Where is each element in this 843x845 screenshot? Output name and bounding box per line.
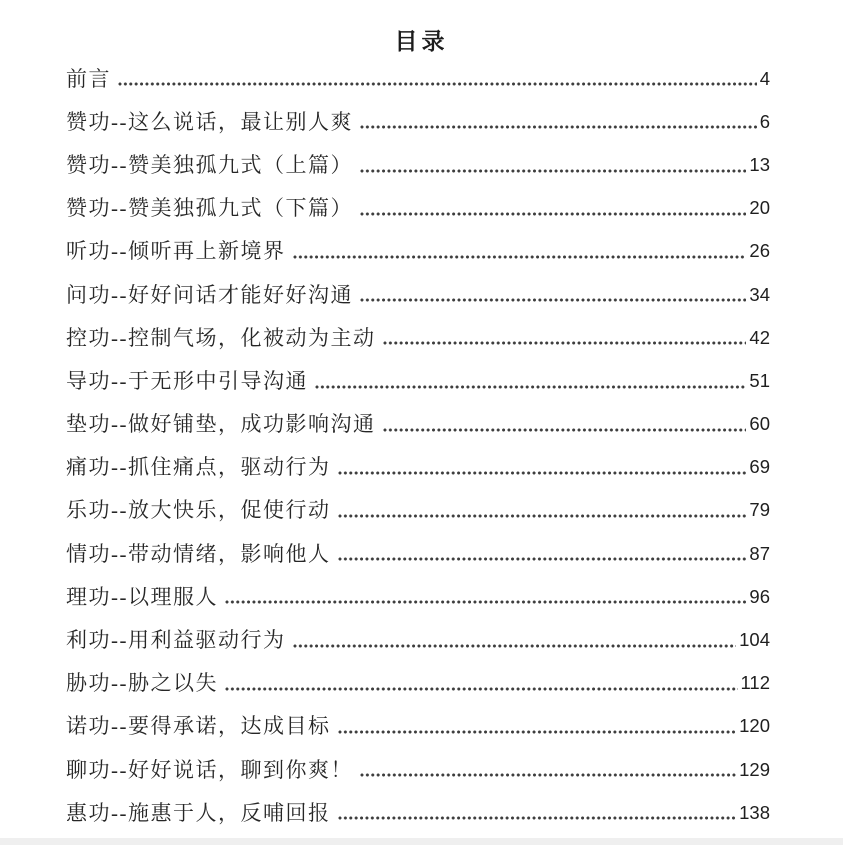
toc-entry-label: 聊功--好好说话，聊到你爽！ — [66, 757, 353, 782]
toc-entry-label: 乐功--放大快乐，促使行动 — [66, 498, 331, 523]
dot-leader — [360, 125, 757, 129]
toc-entry-page-number: 69 — [749, 456, 770, 478]
toc-entry[interactable] — [66, 661, 770, 704]
toc-entry-page-number: 13 — [749, 153, 770, 175]
toc-entry-label: 胁功--胁之以失 — [66, 671, 218, 696]
toc-entry[interactable] — [66, 358, 770, 401]
dot-leader — [118, 82, 757, 86]
toc-entry[interactable] — [66, 704, 770, 747]
toc-entry[interactable] — [66, 272, 770, 315]
toc-entry-page-number: 26 — [749, 240, 770, 262]
toc-entry-label: 痛功--抓住痛点，驱动行为 — [66, 455, 331, 480]
toc-entry[interactable] — [66, 747, 770, 790]
toc-entry-label: 听功--倾听再上新境界 — [66, 239, 286, 264]
toc-entry-label: 赞功--这么说话，最让别人爽 — [66, 109, 353, 134]
toc-entry[interactable] — [66, 142, 770, 185]
dot-leader — [338, 730, 737, 734]
toc-entry-page-number: 51 — [749, 369, 770, 391]
toc-entry-page-number: 104 — [739, 629, 770, 651]
page-title: 目录 — [394, 28, 449, 54]
toc-entry-page-number: 6 — [759, 110, 770, 132]
dot-leader — [360, 298, 746, 302]
toc-entry[interactable] — [66, 488, 770, 531]
toc-entry-page-number: 120 — [739, 715, 770, 737]
toc-entry-page-number: 138 — [739, 801, 770, 823]
toc-entry-page-number: 20 — [749, 197, 770, 219]
toc-entry-page-number: 112 — [740, 672, 770, 694]
toc-entry[interactable] — [66, 315, 770, 358]
dot-leader — [225, 687, 738, 691]
toc-entry-label: 情功--带动情绪，影响他人 — [66, 541, 331, 566]
toc-entry-page-number: 60 — [749, 413, 770, 435]
dot-leader — [293, 644, 737, 648]
toc-entry-label: 导功--于无形中引导沟通 — [66, 368, 308, 393]
toc-entry-label: 惠功--施惠于人，反哺回报 — [66, 800, 331, 825]
toc-entry[interactable] — [66, 617, 770, 660]
toc-list — [66, 56, 770, 833]
toc-entry-page-number: 129 — [739, 758, 770, 780]
toc-entry[interactable] — [66, 229, 770, 272]
dot-leader — [383, 428, 747, 432]
dot-leader — [360, 212, 746, 216]
toc-entry-label: 理功--以理服人 — [66, 584, 218, 609]
toc-entry[interactable] — [66, 402, 770, 445]
toc-entry[interactable] — [66, 186, 770, 229]
toc-entry[interactable] — [66, 445, 770, 488]
toc-entry-page-number: 34 — [749, 283, 770, 305]
toc-entry-label: 垫功--做好铺垫，成功影响沟通 — [66, 412, 376, 437]
toc-entry-page-number: 96 — [749, 585, 770, 607]
toc-entry-label: 利功--用利益驱动行为 — [66, 628, 286, 653]
dot-leader — [315, 385, 746, 389]
toc-entry[interactable] — [66, 531, 770, 574]
toc-entry-label: 赞功--赞美独孤九式（上篇） — [66, 152, 353, 177]
dot-leader — [338, 514, 747, 518]
toc-entry[interactable] — [66, 790, 770, 833]
toc-entry-label: 赞功--赞美独孤九式（下篇） — [66, 196, 353, 221]
toc-entry-label: 诺功--要得承诺，达成目标 — [66, 714, 331, 739]
toc-entry[interactable] — [66, 99, 770, 142]
toc-entry-label: 问功--好好问话才能好好沟通 — [66, 282, 353, 307]
dot-leader — [338, 557, 747, 561]
toc-entry-label: 前言 — [66, 66, 111, 91]
dot-leader — [338, 816, 737, 820]
dot-leader — [225, 600, 746, 604]
toc-entry[interactable] — [66, 574, 770, 617]
dot-leader — [360, 773, 736, 777]
toc-entry-page-number: 4 — [759, 67, 770, 89]
toc-entry-page-number: 79 — [749, 499, 770, 521]
page-bottom-edge — [0, 838, 843, 845]
dot-leader — [293, 255, 747, 259]
toc-entry-page-number: 87 — [749, 542, 770, 564]
dot-leader — [383, 341, 747, 345]
toc-entry-page-number: 42 — [749, 326, 770, 348]
toc-entry[interactable] — [66, 56, 770, 99]
toc-entry-label: 控功--控制气场，化被动为主动 — [66, 325, 376, 350]
dot-leader — [360, 169, 746, 173]
dot-leader — [338, 471, 747, 475]
